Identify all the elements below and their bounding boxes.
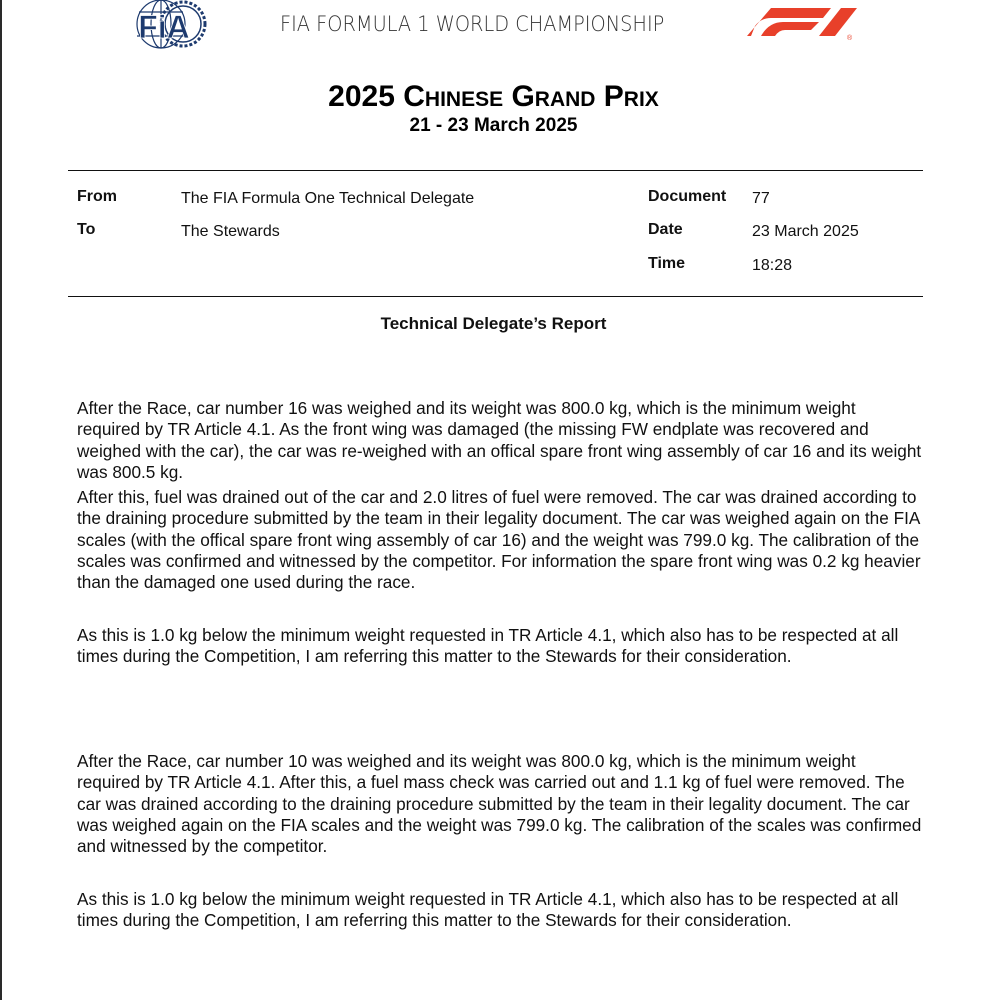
from-label: From: [77, 188, 117, 205]
fia-logo-text: FiA: [138, 9, 190, 45]
f1-logo: [743, 6, 863, 42]
event-year: 2025: [328, 80, 395, 113]
fia-logo: [127, 0, 209, 52]
header-divider-bottom: [68, 296, 923, 297]
from-value: The FIA Formula One Technical Delegate: [181, 190, 475, 207]
document-label: Document: [648, 188, 727, 205]
report-paragraph: After this, fuel was drained out of the car and 2.0 litres of fuel were removed. The car was drained according to the draining procedure submitted by the team in their legality document. The car was weighed again on the FIA scales (with the offical spare front wing assembly of car 16) and the weight was 799.0 kg. The calibration of the scales was confirmed and witnessed by the competitor. For information the spare front wing was 0.2 kg heavier than the damaged one used during the race.: [77, 487, 921, 593]
time-value: 18:28: [752, 257, 793, 274]
report-title: Technical Delegate’s Report: [380, 314, 607, 333]
report-paragraph: After the Race, car number 10 was weighed and its weight was 800.0 kg, which is the minimum weight required by TR Article 4.1. After this, a fuel mass check was carried out and 1.1 kg of fuel were removed. The car was drained according to the draining procedure submitted by the team in their legality document. The car was weighed again on the FIA scales and the weight was 799.0 kg. The calibration of the scales was confirmed and witnessed by the competitor.: [77, 751, 922, 857]
to-value: The Stewards: [181, 223, 280, 240]
svg-text:®: ®: [847, 35, 853, 42]
to-label: To: [77, 221, 96, 238]
event-title-word: Chinese: [403, 80, 504, 113]
event-title-word: Prix: [603, 80, 659, 113]
report-paragraph: As this is 1.0 kg below the minimum weight requested in TR Article 4.1, which also has to be respected at all times during the Competition, I am referring this matter to the Stewards for their consideration.: [77, 889, 899, 931]
time-label: Time: [648, 255, 686, 272]
date-value: 23 March 2025: [752, 223, 859, 240]
document-number: 77: [752, 190, 770, 207]
event-title: [0, 80, 987, 114]
championship-title: FIA FORMULA 1 WORLD CHAMPIONSHIP: [280, 12, 665, 36]
report-paragraph: As this is 1.0 kg below the minimum weight requested in TR Article 4.1, which also has to be respected at all times during the Competition, I am referring this matter to the Stewards for their consideration.: [77, 625, 899, 667]
event-dates: 21 - 23 March 2025: [409, 115, 578, 136]
report-paragraph: After the Race, car number 16 was weighed and its weight was 800.0 kg, which is the minimum weight required by TR Article 4.1. As the front wing was damaged (the missing FW endplate was recovered and weighed with the car), the car was re-weighed with an offical spare front wing assembly of car 16 and its weight was 800.5 kg.: [77, 398, 922, 482]
date-label: Date: [648, 221, 683, 238]
event-title-word: Grand: [511, 80, 596, 113]
header-divider-top: [68, 170, 923, 171]
